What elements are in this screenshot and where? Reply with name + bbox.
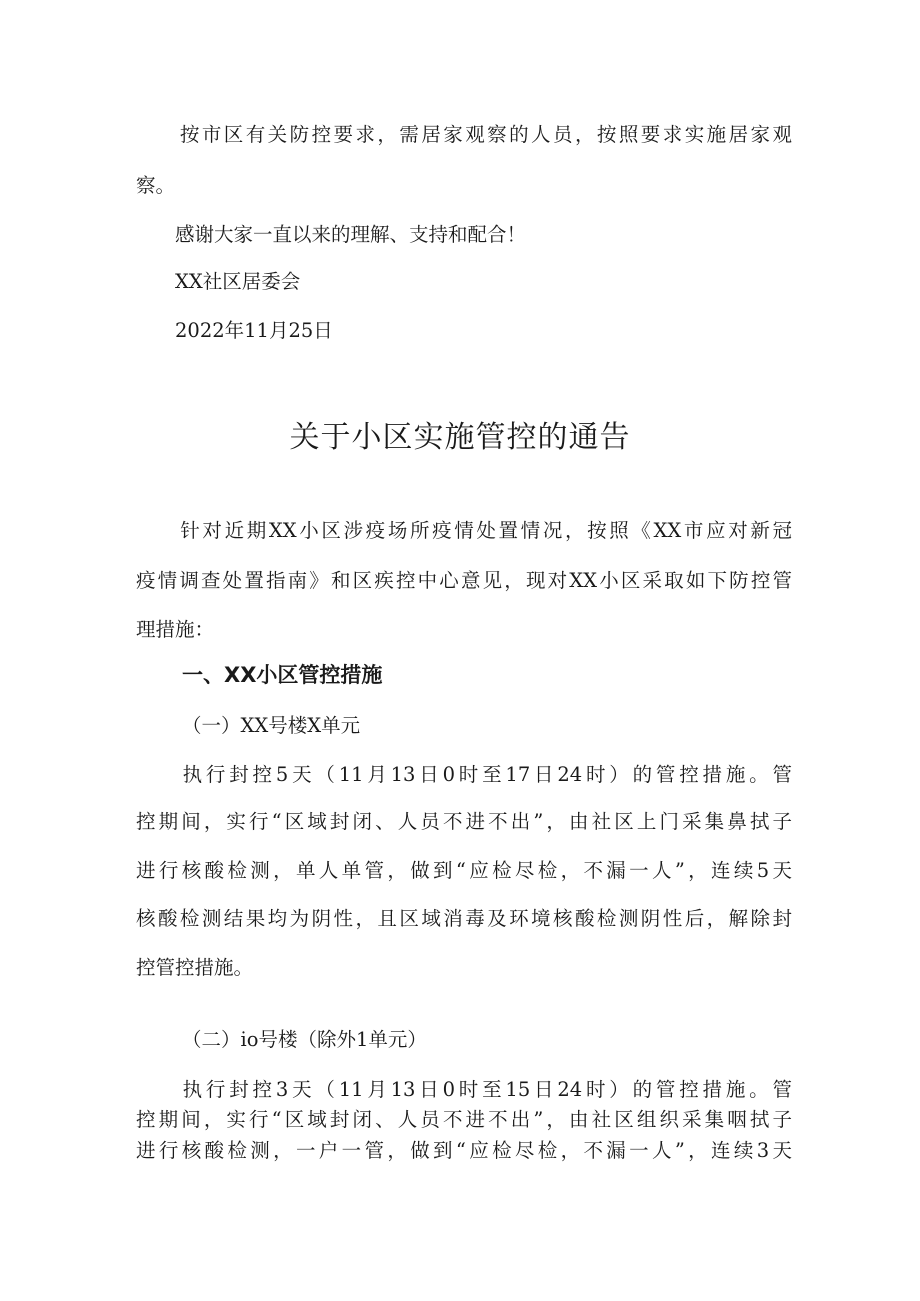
paragraph-home-observation-line1: 按市区有关防控要求，需居家观察的人员，按照要求实施居家观 bbox=[136, 123, 792, 146]
paragraph-intro-line1: 针对近期XX小区涉疫场所疫情处置情况，按照《XX市应对新冠 bbox=[136, 519, 792, 542]
paragraph-sub1-line3: 进行核酸检测，单人单管，做到“应检尽检，不漏一人”，连续5天 bbox=[136, 859, 792, 882]
paragraph-home-observation-line2: 察。 bbox=[136, 174, 176, 197]
paragraph-intro-line2: 疫情调查处置指南》和区疾控中心意见，现对XX小区采取如下防控管 bbox=[136, 569, 792, 592]
paragraph-sub1-line4: 核酸检测结果均为阴性，且区域消毒及环境核酸检测阴性后，解除封 bbox=[136, 907, 792, 930]
paragraph-sub1-line1: 执行封控5天（11月13日0时至17日24时）的管控措施。管 bbox=[136, 763, 792, 786]
paragraph-sub2-line3: 进行核酸检测，一户一管，做到“应检尽检，不漏一人”，连续3天 bbox=[136, 1139, 792, 1162]
paragraph-intro-line3: 理措施： bbox=[136, 618, 215, 641]
notice-title: 关于小区实施管控的通告 bbox=[289, 420, 631, 455]
thanks-line: 感谢大家一直以来的理解、支持和配合！ bbox=[136, 223, 527, 246]
paragraph-sub1-line2: 控期间，实行“区域封闭、人员不进不出”，由社区上门采集鼻拭子 bbox=[136, 810, 792, 833]
paragraph-sub2-line1: 执行封控3天（11月13日0时至15日24时）的管控措施。管 bbox=[136, 1078, 792, 1101]
subsection-2-title: （二）io号楼（除外1单元） bbox=[182, 1028, 427, 1051]
signature-date: 2022年11月25日 bbox=[136, 319, 333, 342]
section-heading-1: 一、XX小区管控措施 bbox=[182, 663, 383, 687]
subsection-1-title: （一）XX号楼X单元 bbox=[182, 714, 361, 737]
paragraph-sub2-line2: 控期间，实行“区域封闭、人员不进不出”，由社区组织采集咽拭子 bbox=[136, 1108, 792, 1131]
signature-committee: XX社区居委会 bbox=[136, 270, 301, 293]
paragraph-sub1-line5: 控管控措施。 bbox=[136, 956, 254, 979]
